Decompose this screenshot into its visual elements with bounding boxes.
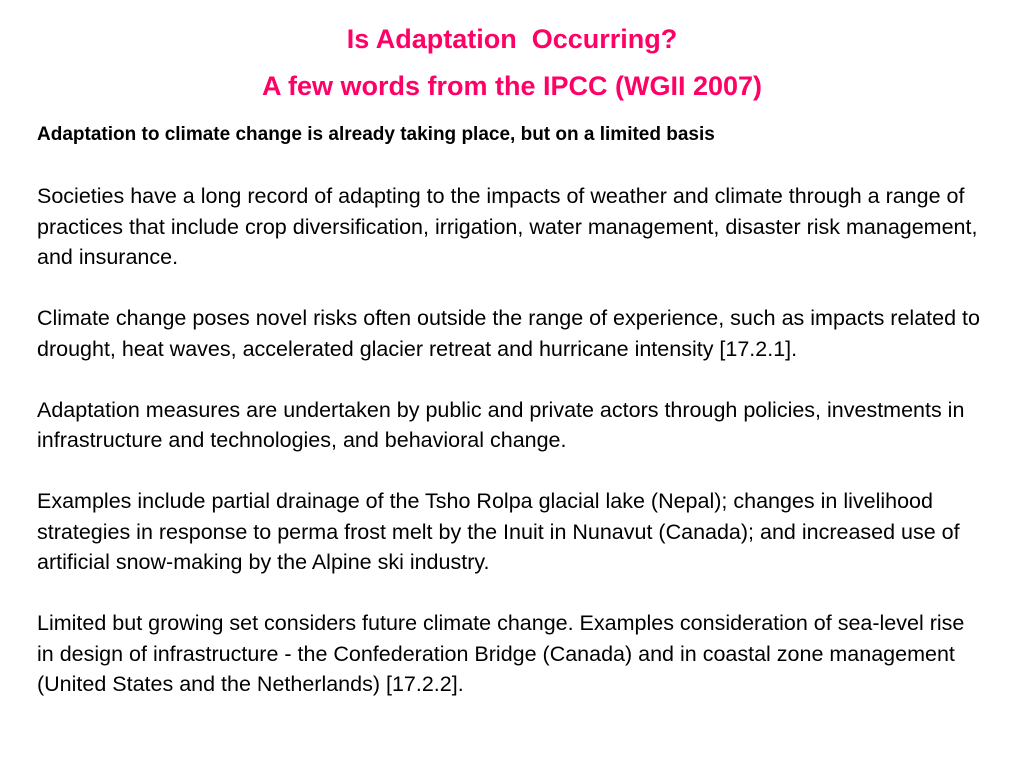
paragraph-novel-risks: Climate change poses novel risks often outside the range of experience, such as impacts related to drought, heat waves, accelerated glacier retreat and hurricane intensity [17.2.1]. bbox=[37, 306, 980, 361]
paragraph-future-climate: Limited but growing set considers future climate change. Examples consideration of sea-level rise in design of infrastructure - the Confederation Bridge (Canada) and in coastal zone management (United States and the Netherlands) [17.2.2]. bbox=[37, 611, 965, 696]
lead-statement: Adaptation to climate change is already taking place, but on a limited basis bbox=[37, 124, 715, 145]
paragraph-societies: Societies have a long record of adapting to the impacts of weather and climate through a range of practices that include crop diversification, irrigation, water management, disaster risk management, and insurance. bbox=[37, 184, 978, 269]
paragraph-examples: Examples include partial drainage of the Tsho Rolpa glacial lake (Nepal); changes in livelihood strategies in response to perma frost melt by the Inuit in Nunavut (Canada); and increased use of artificial snow-making by the Alpine ski industry. bbox=[37, 489, 960, 574]
slide-title: Is Adaptation Occurring? bbox=[346, 24, 678, 54]
slide-body bbox=[37, 120, 987, 730]
slide-subtitle: A few words from the IPCC (WGII 2007) bbox=[261, 71, 763, 101]
paragraph-adaptation-measures: Adaptation measures are undertaken by public and private actors through policies, investments in infrastructure and technologies, and behavioral change. bbox=[37, 397, 965, 452]
